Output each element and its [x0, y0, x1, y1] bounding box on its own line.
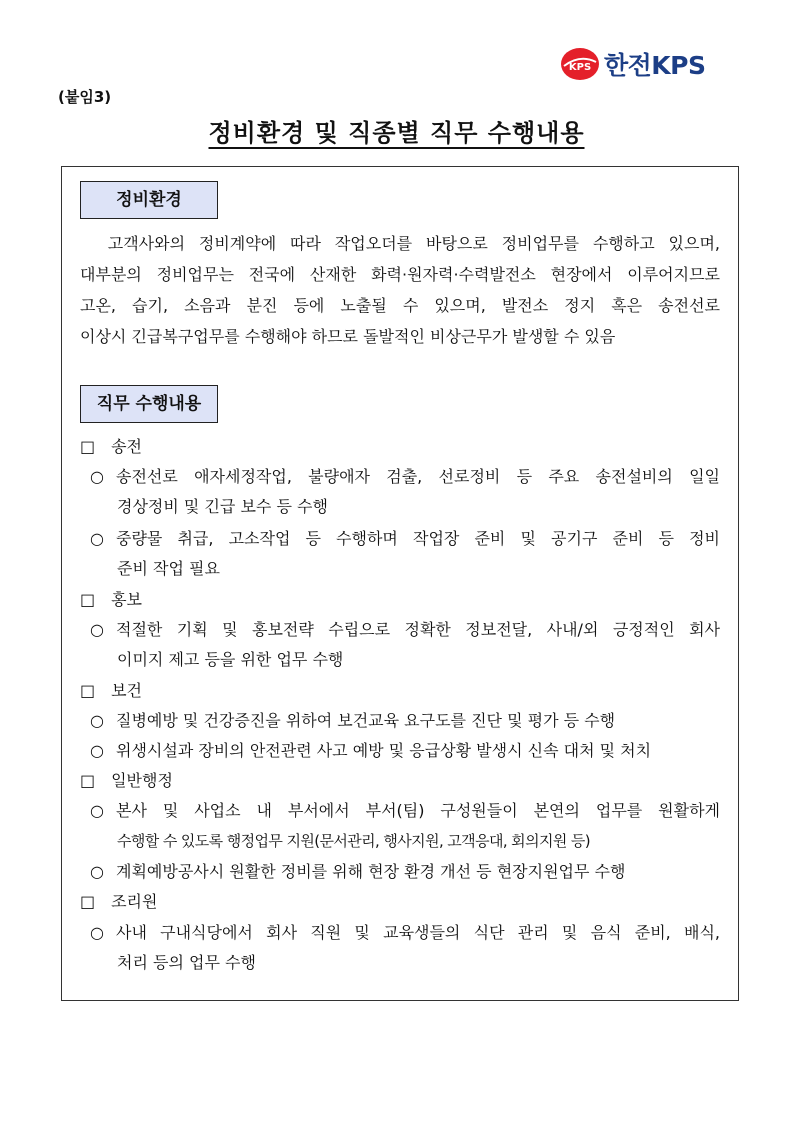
bullet-item	[90, 711, 615, 731]
circle-bullet-icon: ○	[90, 620, 104, 639]
logo-text: 한전KPS	[604, 51, 706, 80]
circle-bullet-icon: ○	[90, 862, 104, 881]
section-label: 송전	[111, 437, 143, 456]
bullet-item	[90, 862, 625, 882]
section-title-transmission	[80, 437, 142, 457]
bullet-item	[90, 467, 720, 487]
checkbox-square-icon: □	[80, 437, 96, 456]
company-logo	[560, 44, 706, 84]
bullet-continuation: 경상정비 및 긴급 보수 등 수행	[117, 497, 328, 516]
section-label: 일반행정	[111, 771, 173, 790]
section-title-health	[80, 681, 142, 701]
section-heading-environment: 정비환경	[80, 181, 218, 219]
page-title-text: 정비환경 및 직종별 직무 수행내용	[208, 119, 585, 147]
bullet-item	[90, 620, 720, 640]
section-title-admin	[80, 771, 173, 791]
circle-bullet-icon: ○	[90, 529, 104, 548]
checkbox-square-icon: □	[80, 590, 96, 609]
bullet-text: 계획예방공사시 원활한 정비를 위해 현장 환경 개선 등 현장지원업무 수행	[116, 862, 626, 881]
circle-bullet-icon: ○	[90, 467, 104, 486]
bullet-item	[90, 801, 720, 821]
paragraph-line: 고온, 습기, 소음과 분진 등에 노출될 수 있으며, 발전소 정지 혹은 송전선로	[80, 296, 720, 315]
attachment-label: (붙임3)	[58, 88, 112, 106]
bullet-item	[90, 529, 720, 549]
bullet-text: 본사 및 사업소 내 부서에서 부서(팀) 구성원들이 본연의 업무를 원활하게	[116, 801, 720, 820]
bullet-text: 송전선로 애자세정작업, 불량애자 검출, 선로정비 등 주요 송전설비의 일일	[116, 467, 720, 486]
paragraph-line: 대부분의 정비업무는 전국에 산재한 화력·원자력·수력발전소 현장에서 이루어지므로	[80, 265, 720, 284]
section-heading-duties: 직무 수행내용	[80, 385, 218, 423]
bullet-continuation: 수행할 수 있도록 행정업무 지원(문서관리, 행사지원, 고객응대, 회의지원 등)	[117, 832, 591, 850]
section-label: 조리원	[111, 892, 158, 911]
checkbox-square-icon: □	[80, 681, 96, 700]
bullet-text: 위생시설과 장비의 안전관련 사고 예방 및 응급상황 발생시 신속 대처 및 처치	[116, 741, 652, 760]
bullet-continuation: 처리 등의 업무 수행	[117, 953, 256, 972]
checkbox-square-icon: □	[80, 771, 96, 790]
section-label: 보건	[111, 681, 143, 700]
section-title-cook	[80, 892, 157, 912]
paragraph-line: 이상시 긴급복구업무를 수행해야 하므로 돌발적인 비상근무가 발생할 수 있음	[80, 327, 616, 346]
bullet-item	[90, 741, 651, 761]
page-title	[0, 113, 793, 148]
bullet-text: 질병예방 및 건강증진을 위하여 보건교육 요구도를 진단 및 평가 등 수행	[116, 711, 616, 730]
bullet-text: 중량물 취급, 고소작업 등 수행하며 작업장 준비 및 공기구 준비 등 정비	[116, 529, 720, 548]
section-title-pr	[80, 590, 142, 610]
bullet-text: 적절한 기획 및 홍보전략 수립으로 정확한 정보전달, 사내/외 긍정적인 회사	[116, 620, 720, 639]
section-label: 홍보	[111, 590, 143, 609]
circle-bullet-icon: ○	[90, 711, 104, 730]
environment-paragraph	[80, 228, 720, 352]
circle-bullet-icon: ○	[90, 923, 104, 942]
svg-text:KPS: KPS	[568, 62, 592, 73]
circle-bullet-icon: ○	[90, 801, 104, 820]
kps-logo-icon	[560, 46, 600, 82]
bullet-continuation: 준비 작업 필요	[117, 559, 220, 578]
checkbox-square-icon: □	[80, 892, 96, 911]
paragraph-line: 고객사와의 정비계약에 따라 작업오더를 바탕으로 정비업무를 수행하고 있으며,	[80, 234, 720, 253]
bullet-text: 사내 구내식당에서 회사 직원 및 교육생들의 식단 관리 및 음식 준비, 배식,	[116, 923, 720, 942]
bullet-item	[90, 923, 720, 943]
bullet-continuation: 이미지 제고 등을 위한 업무 수행	[117, 650, 344, 669]
circle-bullet-icon: ○	[90, 741, 104, 760]
